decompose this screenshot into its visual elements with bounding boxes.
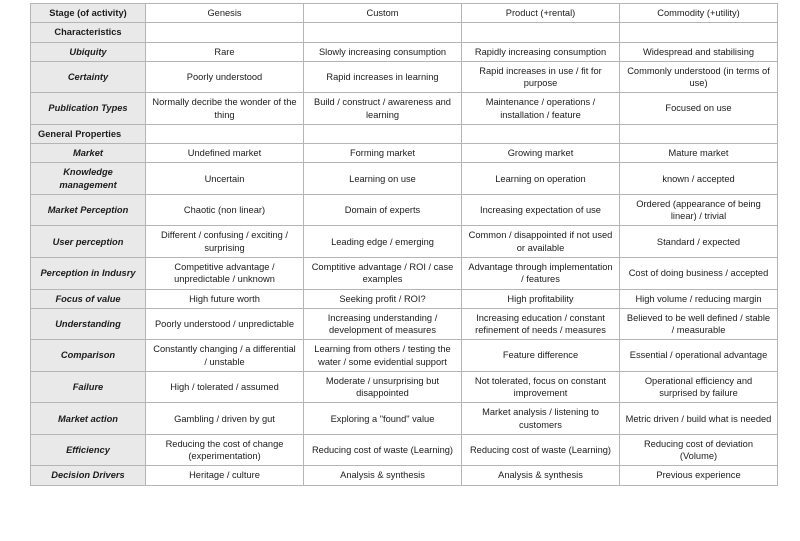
column-header: Product (+rental) xyxy=(462,4,620,23)
row-label: Understanding xyxy=(31,308,146,340)
row-label: Knowledge management xyxy=(31,163,146,195)
table-cell: Operational efficiency and surprised by failure xyxy=(620,371,778,403)
table-cell: Comptitive advantage / ROI / case examples xyxy=(304,257,462,289)
table-row xyxy=(31,434,778,466)
row-label: Perception in Indusry xyxy=(31,257,146,289)
table-cell: Metric driven / build what is needed xyxy=(620,403,778,435)
table-cell: Previous experience xyxy=(620,466,778,485)
table-cell: High volume / reducing margin xyxy=(620,289,778,308)
table-row xyxy=(31,257,778,289)
table-cell: Advantage through implementation / features xyxy=(462,257,620,289)
table-cell: Reducing cost of deviation (Volume) xyxy=(620,434,778,466)
table-cell: Rapid increases in learning xyxy=(304,61,462,93)
table-cell: Reducing the cost of change (experimentation) xyxy=(146,434,304,466)
table-row xyxy=(31,42,778,61)
table-cell: Uncertain xyxy=(146,163,304,195)
table-cell: Slowly increasing consumption xyxy=(304,42,462,61)
table-cell: Increasing expectation of use xyxy=(462,194,620,226)
table-cell: Heritage / culture xyxy=(146,466,304,485)
table-cell: Normally decribe the wonder of the thing xyxy=(146,93,304,125)
section-heading: General Properties xyxy=(31,124,146,143)
table-cell: Rapidly increasing consumption xyxy=(462,42,620,61)
table-row xyxy=(31,289,778,308)
table-row xyxy=(31,194,778,226)
table-cell: High future worth xyxy=(146,289,304,308)
table-cell: Rare xyxy=(146,42,304,61)
table-cell: Leading edge / emerging xyxy=(304,226,462,258)
table-cell: Gambling / driven by gut xyxy=(146,403,304,435)
table-cell: Seeking profit / ROI? xyxy=(304,289,462,308)
table-cell: Poorly understood / unpredictable xyxy=(146,308,304,340)
table-row xyxy=(31,4,778,23)
table-cell: Cost of doing business / accepted xyxy=(620,257,778,289)
table-cell xyxy=(304,124,462,143)
table-cell xyxy=(462,124,620,143)
table-row xyxy=(31,61,778,93)
table-row xyxy=(31,93,778,125)
table-cell: Undefined market xyxy=(146,144,304,163)
column-header: Custom xyxy=(304,4,462,23)
table-cell: Moderate / unsurprising but disappointed xyxy=(304,371,462,403)
table-cell: Poorly understood xyxy=(146,61,304,93)
row-label: Market action xyxy=(31,403,146,435)
table-cell: Learning on use xyxy=(304,163,462,195)
row-label: Market xyxy=(31,144,146,163)
table-cell: Commonly understood (in terms of use) xyxy=(620,61,778,93)
column-header-label: Stage (of activity) xyxy=(31,4,146,23)
table-cell: High / tolerated / assumed xyxy=(146,371,304,403)
table-cell: Reducing cost of waste (Learning) xyxy=(304,434,462,466)
row-label: Certainty xyxy=(31,61,146,93)
table-cell: Believed to be well defined / stable / measurable xyxy=(620,308,778,340)
table-cell: Standard / expected xyxy=(620,226,778,258)
row-label: Efficiency xyxy=(31,434,146,466)
table-cell: Build / construct / awareness and learning xyxy=(304,93,462,125)
table-cell: Focused on use xyxy=(620,93,778,125)
table-cell: Increasing understanding / development of measures xyxy=(304,308,462,340)
table-row xyxy=(31,371,778,403)
row-label: Ubiquity xyxy=(31,42,146,61)
row-label: Publication Types xyxy=(31,93,146,125)
table-cell: Domain of experts xyxy=(304,194,462,226)
table-cell: Widespread and stabilising xyxy=(620,42,778,61)
table-cell: Market analysis / listening to customers xyxy=(462,403,620,435)
table-cell xyxy=(462,23,620,42)
row-label: User perception xyxy=(31,226,146,258)
table-cell: Exploring a "found" value xyxy=(304,403,462,435)
row-label: Focus of value xyxy=(31,289,146,308)
table-cell: High profitability xyxy=(462,289,620,308)
table-cell xyxy=(146,124,304,143)
table-cell: Learning on operation xyxy=(462,163,620,195)
table-row xyxy=(31,226,778,258)
column-header: Genesis xyxy=(146,4,304,23)
table-cell: Analysis & synthesis xyxy=(304,466,462,485)
table-cell: Essential / operational advantage xyxy=(620,340,778,372)
table-row xyxy=(31,144,778,163)
table-cell: Different / confusing / exciting / surprising xyxy=(146,226,304,258)
table-row xyxy=(31,403,778,435)
row-label: Decision Drivers xyxy=(31,466,146,485)
table-cell xyxy=(304,23,462,42)
table-cell: known / accepted xyxy=(620,163,778,195)
table-cell: Chaotic (non linear) xyxy=(146,194,304,226)
table-cell: Competitive advantage / unpredictable / unknown xyxy=(146,257,304,289)
table-cell: Growing market xyxy=(462,144,620,163)
table-cell xyxy=(620,23,778,42)
table-cell: Maintenance / operations / installation / feature xyxy=(462,93,620,125)
table-row xyxy=(31,23,778,42)
table-cell: Feature difference xyxy=(462,340,620,372)
table-row xyxy=(31,124,778,143)
table-cell: Ordered (appearance of being linear) / trivial xyxy=(620,194,778,226)
evolution-characteristics-table xyxy=(30,3,778,486)
table-cell: Constantly changing / a differential / unstable xyxy=(146,340,304,372)
column-header: Commodity (+utility) xyxy=(620,4,778,23)
table-cell: Increasing education / constant refinement of needs / measures xyxy=(462,308,620,340)
row-label: Market Perception xyxy=(31,194,146,226)
row-label: Comparison xyxy=(31,340,146,372)
section-heading: Characteristics xyxy=(31,23,146,42)
table-cell xyxy=(620,124,778,143)
table-cell: Analysis & synthesis xyxy=(462,466,620,485)
table-cell: Reducing cost of waste (Learning) xyxy=(462,434,620,466)
table-cell xyxy=(146,23,304,42)
table-cell: Learning from others / testing the water / some evidential support xyxy=(304,340,462,372)
row-label: Failure xyxy=(31,371,146,403)
table-cell: Common / disappointed if not used or available xyxy=(462,226,620,258)
table-cell: Forming market xyxy=(304,144,462,163)
table-cell: Mature market xyxy=(620,144,778,163)
table-body xyxy=(31,4,778,486)
table-row xyxy=(31,308,778,340)
table-row xyxy=(31,340,778,372)
table-row xyxy=(31,163,778,195)
table-cell: Rapid increases in use / fit for purpose xyxy=(462,61,620,93)
table-row xyxy=(31,466,778,485)
table-cell: Not tolerated, focus on constant improvement xyxy=(462,371,620,403)
